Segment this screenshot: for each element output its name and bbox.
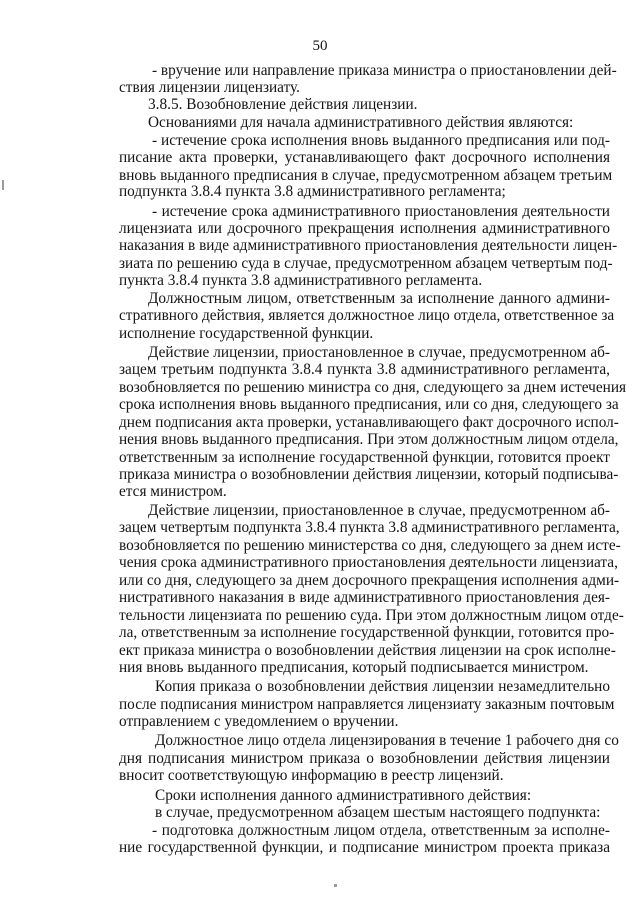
text-line: возобновляется по решению министерства со дня, следующего за днем исте- <box>119 536 621 554</box>
text-line: ла, ответственным за исполнение государственной функции, готовится про- <box>119 624 615 642</box>
text-line: зацем третьим подпункта 3.8.4 пункта 3.8 административного регламента, <box>119 361 610 379</box>
text-line: после подписания министром направляется лицензиату заказным почтовым <box>119 695 615 713</box>
text-line: дня подписания министром приказа о возобновлении действия лицензии <box>119 749 610 767</box>
text-line: пункта 3.8.4 пункта 3.8 административного регламента. <box>119 272 483 290</box>
text-line: ответственным за исполнение государственной функции, готовится проект <box>119 448 610 466</box>
text-line: ние государственной функции, и подписание министром проекта приказа <box>119 839 610 856</box>
text-line: стративного действия, является должностное лицо отдела, ответственное за <box>119 307 615 325</box>
text-line: отправлением с уведомлением о вручении. <box>119 713 399 731</box>
text-line: ствия лицензии лицензиату. <box>119 78 300 96</box>
text-line: - подготовка должностным лицом отдела, ответственным за исполне- <box>152 821 610 839</box>
text-line: наказания в виде административного приостановления деятельности лицен- <box>119 237 618 255</box>
text-line: в случае, предусмотренном абзацем шестым настоящего подпункта: <box>155 804 601 822</box>
text-line: зацем четвертым подпункта 3.8.4 пункта 3.8 административного регламента, <box>119 519 620 537</box>
text-line: нения вновь выданного предписания. При этом должностным лицом отдела, <box>119 431 619 449</box>
text-line: зиата по решению суда в случае, предусмотренном абзацем четвертым под- <box>119 254 613 272</box>
text-line: или со дня, следующего за днем досрочного прекращения исполнения адми- <box>119 571 620 589</box>
text-line: приказа министра о возобновлении действия лицензии, который подписыва- <box>119 466 619 484</box>
text-line: Действие лицензии, приостановленное в случае, предусмотренном аб- <box>148 343 610 361</box>
text-line: Должностным лицом, ответственным за исполнение данного админи- <box>148 289 610 307</box>
text-line: - вручение или направление приказа министра о приостановлении дей- <box>152 62 617 79</box>
text-line: вновь выданного предписания в случае, предусмотренном абзацем третьим <box>119 166 613 184</box>
text-line: Должностное лицо отдела лицензирования в течение 1 рабочего дня со <box>155 732 619 750</box>
scan-artifact-mark <box>2 180 4 190</box>
text-line: нистративного наказания в виде административного приостановления дея- <box>119 589 610 607</box>
text-line: возобновляется по решению министра со дня, следующего за днем истечения <box>119 378 627 396</box>
text-line: днем подписания акта проверки, устанавливающего факт досрочного испол- <box>119 413 619 431</box>
text-line: тельности лицензиата по решению суда. При этом должностным лицом отде- <box>119 606 624 624</box>
text-line: исполнение государственной функции. <box>119 324 374 342</box>
page-number: 50 <box>312 38 328 54</box>
text-line: ект приказа министра о возобновлении действия лицензии на срок исполне- <box>119 641 616 659</box>
text-line: ния вновь выданного предписания, который подписывается министром. <box>119 659 589 677</box>
text-line: срока исполнения вновь выданного предписания, или со дня, следующего за <box>119 396 619 414</box>
text-line: вносит соответствующую информацию в реестр лицензий. <box>119 767 504 785</box>
text-line: Копия приказа о возобновлении действия лицензии незамедлительно <box>155 678 610 696</box>
text-line: - истечение срока административного приостановления деятельности <box>152 202 610 220</box>
text-line: подпункта 3.8.4 пункта 3.8 административного регламента; <box>119 183 506 201</box>
text-line: Сроки исполнения данного административного действия: <box>155 786 532 804</box>
text-line: чения срока административного приостановления деятельности лицензиата, <box>119 554 618 572</box>
scan-artifact-mark <box>334 884 337 887</box>
text-line: писание акта проверки, устанавливающего факт досрочного исполнения <box>119 149 610 167</box>
text-line: Действие лицензии, приостановленное в случае, предусмотренном аб- <box>148 502 610 519</box>
text-line: 3.8.5. Возобновление действия лицензии. <box>148 96 418 114</box>
text-line: Основаниями для начала административного действия являются: <box>148 114 574 132</box>
text-line: лицензиата или досрочного прекращения исполнения административного <box>119 220 610 238</box>
text-line: ется министром. <box>119 482 227 500</box>
text-line: - истечение срока исполнения вновь выданного предписания или под- <box>152 131 610 149</box>
